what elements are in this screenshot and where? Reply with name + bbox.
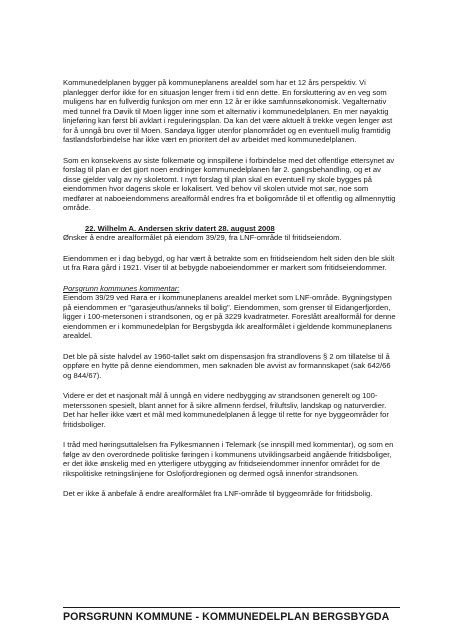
submission-block	[63, 224, 400, 243]
paragraph-school-site: Som en konsekvens av siste folkemøte og innspillene i forbindelse med det offentlige ettersynet av forslag til plan er det gjort noen endringer kommunedelplanen før 2. gangsbehandling, og et av disse gjelder valg av ny skoletomt. I nytt forslag til plan skal en eventuell ny skole bygges på eiendommen hvor dagens skole er lokalisert. Ved behov vil skolen utvide mot sør, noe som medfører at naboeiendommens arealformål endres fra et boligområde til et offentlig og allmennyttig område.	[63, 155, 396, 212]
footer-title: PORSGRUNN KOMMUNE - KOMMUNEDELPLAN BERGSBYGDA	[63, 611, 390, 623]
paragraph-national-goal: Videre er det et nasjonalt mål å unngå en videre nedbygging av strandsonen generelt og 100-meterssonen spesielt, blant annet for å sikre allmenn ferdsel, friluftsliv, landskap og naturverdier. Det har heller ikke vært et mål med kommunedelplanen å legge til rette for nye byggeområder for fritidsboliger.	[63, 391, 389, 429]
paragraph-property-status: Eiendom 39/29 ved Røra er i kommuneplanens arealdel merket som LNF-område. Bygningstypen på eiendommen er "garasjeuthus/anneks til bolig". Eiendommen, som grenser til Eidangerfjorden, ligger i 100-metersonen i strandsonen, og er på 3229 kvadratmeter. Foreslått arealformål for denne eiendommen er i kommunedelplan for Bergsbygda ikk arealformålet i gjeldende kommuneplanens arealdel.	[63, 293, 396, 340]
paragraph-hearing-statement: I tråd med høringsuttalelsen fra Fylkesmannen i Telemark (se innspill med kommentar), og som en følge av den overordnede politiske føringen i kommunens utviklingsarbeid angående fritidsboliger, er det ikke ønskelig med en ytterligere utbygging av fritidseiendommer innenfor området for de rikspolitiske retningslinjene for Oslofjordregionen og dermed også innenfor strandsonen.	[63, 440, 394, 478]
footer-divider	[63, 607, 400, 608]
section-heading: 22. Wilhelm A. Andersen skriv datert 28. august 2008	[85, 223, 275, 233]
paragraph-planning-perspective: Kommunedelplanen bygger på kommuneplanens arealdel som har et 12 års perspektiv. Vi planlegger derfor ikke for en situasjon lenger frem i tid enn dette. En forskuttering av en veg som muligens har en fullverdig funksjon om mer enn 12 år er ikke samfunnsøkonomisk. Vegalternativ med tunnel fra Døvik til Moen ligger inne som et alternativ i kommunedelplanen. En mer nøyaktig linjeføring kan først bli avklart i reguleringsplan. Da kan det være aktuelt å trekke vegen lenger øst for å unngå bru over til Moen. Sandøya ligger utenfor planområdet og en eventuell mulig framtidig fastlandsforbindelse har ikke vært en prioritert del av arbeidet med kommunedelplanen.	[63, 78, 393, 144]
paragraph-request: Ønsker å endre arealformålet på eiendom 39/29, fra LNF-område til fritidseiendom.	[63, 233, 342, 242]
comment-label: Porsgrunn kommunes kommentar:	[63, 283, 180, 293]
paragraph-dispensation: Det ble på siste halvdel av 1960-tallet søkt om dispensasjon fra strandlovens § 2 om tillatelse til å oppføre en hytte på denne eiendommen, men søknaden ble avvist av formannskapet (sak 642/66 og 844/67).	[63, 351, 391, 380]
paragraph-property-history: Eiendommen er i dag bebygd, og har vært å betrakte som en fritidseiendom helt siden den ble skilt ut fra Røra gård i 1921. Viser til at bebygde naboeiendommer er markert som fritidseiendommer.	[63, 253, 395, 272]
document-body	[63, 78, 400, 510]
comment-block	[63, 284, 400, 341]
paragraph-recommendation: Det er ikke å anbefale å endre arealformålet fra LNF-område til byggeområde for fritidsbolig.	[63, 489, 373, 498]
